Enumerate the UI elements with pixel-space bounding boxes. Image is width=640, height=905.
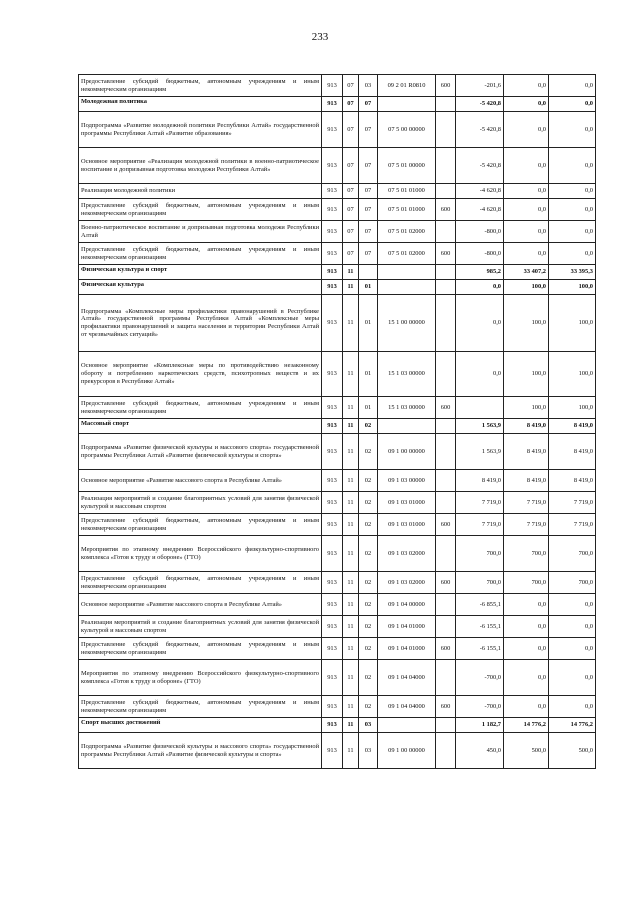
expense-type-cell bbox=[436, 660, 456, 696]
amount-year2-cell: 0,0 bbox=[504, 97, 549, 112]
amount-year2-cell: 0,0 bbox=[504, 184, 549, 199]
section-code-cell: 11 bbox=[343, 718, 359, 733]
row-name-cell: Физическая культура и спорт bbox=[79, 265, 322, 280]
amount-year2-cell: 0,0 bbox=[504, 660, 549, 696]
expense-type-cell bbox=[436, 492, 456, 514]
table-row bbox=[79, 295, 596, 352]
row-name-cell: Массовый спорт bbox=[79, 419, 322, 434]
amount-year3-cell: 8 419,0 bbox=[549, 434, 596, 470]
table-row bbox=[79, 733, 596, 769]
amount-year3-cell: 0,0 bbox=[549, 148, 596, 184]
subsection-code-cell: 07 bbox=[359, 148, 378, 184]
target-article-cell: 15 1 03 00000 bbox=[378, 352, 436, 397]
table-row bbox=[79, 75, 596, 97]
grbs-code-cell: 913 bbox=[322, 75, 343, 97]
table-row bbox=[79, 696, 596, 718]
row-name-cell: Подпрограмма «Развитие молодежной политики Республики Алтай» государственной программы Республики Алтай «Развитие образования» bbox=[79, 112, 322, 148]
section-code-cell: 11 bbox=[343, 616, 359, 638]
section-code-cell: 11 bbox=[343, 638, 359, 660]
amount-year2-cell: 0,0 bbox=[504, 696, 549, 718]
amount-year1-cell: 0,0 bbox=[456, 280, 504, 295]
amount-year1-cell: -6 155,1 bbox=[456, 638, 504, 660]
section-code-cell: 11 bbox=[343, 514, 359, 536]
amount-year2-cell: 0,0 bbox=[504, 616, 549, 638]
page-number: 233 bbox=[311, 31, 329, 43]
target-article-cell bbox=[378, 718, 436, 733]
row-name-cell: Мероприятия по этапному внедрению Всероссийского физкультурно-спортивного комплекса «Готов к труду и обороне» (ГТО) bbox=[79, 536, 322, 572]
amount-year3-cell: 14 776,2 bbox=[549, 718, 596, 733]
target-article-cell: 15 1 00 00000 bbox=[378, 295, 436, 352]
subsection-code-cell: 02 bbox=[359, 572, 378, 594]
amount-year1-cell: 8 419,0 bbox=[456, 470, 504, 492]
target-article-cell: 15 1 03 00000 bbox=[378, 397, 436, 419]
section-code-cell: 07 bbox=[343, 112, 359, 148]
amount-year2-cell: 8 419,0 bbox=[504, 434, 549, 470]
subsection-code-cell: 02 bbox=[359, 514, 378, 536]
amount-year3-cell: 500,0 bbox=[549, 733, 596, 769]
expense-type-cell bbox=[436, 536, 456, 572]
table-row bbox=[79, 148, 596, 184]
expense-type-cell bbox=[436, 148, 456, 184]
amount-year1-cell: 1 563,9 bbox=[456, 419, 504, 434]
subsection-code-cell: 02 bbox=[359, 638, 378, 660]
amount-year1-cell: 1 182,7 bbox=[456, 718, 504, 733]
row-name-cell: Основное мероприятие «Комплексные меры по противодействию незаконному обороту и потреблению наркотических средств, психотропных веществ и их прекурсоров в Республике Алтай» bbox=[79, 352, 322, 397]
section-code-cell: 11 bbox=[343, 434, 359, 470]
subsection-code-cell: 07 bbox=[359, 184, 378, 199]
row-name-cell: Подпрограмма «Развитие физической культуры и массового спорта» государственной программы Республики Алтай «Развитие физической культуры и спорта» bbox=[79, 434, 322, 470]
section-code-cell: 11 bbox=[343, 419, 359, 434]
row-name-cell: Спорт высших достижений bbox=[79, 718, 322, 733]
amount-year3-cell: 8 419,0 bbox=[549, 419, 596, 434]
grbs-code-cell: 913 bbox=[322, 112, 343, 148]
section-code-cell: 11 bbox=[343, 733, 359, 769]
row-name-cell: Предоставление субсидий бюджетным, автономным учреждениям и иным некоммерческим организациям bbox=[79, 696, 322, 718]
row-name-cell: Реализация мероприятий и создание благоприятных условий для занятия физической культурой и массовым спортом bbox=[79, 616, 322, 638]
grbs-code-cell: 913 bbox=[322, 470, 343, 492]
table-row bbox=[79, 112, 596, 148]
amount-year3-cell: 7 719,0 bbox=[549, 492, 596, 514]
table-row bbox=[79, 280, 596, 295]
section-code-cell: 11 bbox=[343, 295, 359, 352]
amount-year3-cell: 100,0 bbox=[549, 280, 596, 295]
subsection-code-cell: 02 bbox=[359, 594, 378, 616]
expense-type-cell bbox=[436, 352, 456, 397]
expense-type-cell bbox=[436, 733, 456, 769]
target-article-cell: 07 5 01 01000 bbox=[378, 184, 436, 199]
section-code-cell: 11 bbox=[343, 397, 359, 419]
table-row bbox=[79, 419, 596, 434]
expense-type-cell bbox=[436, 470, 456, 492]
target-article-cell: 09 1 04 00000 bbox=[378, 594, 436, 616]
table-row bbox=[79, 638, 596, 660]
row-name-cell: Молодежная политика bbox=[79, 97, 322, 112]
amount-year1-cell: -4 620,8 bbox=[456, 184, 504, 199]
table-row bbox=[79, 199, 596, 221]
grbs-code-cell: 913 bbox=[322, 492, 343, 514]
grbs-code-cell: 913 bbox=[322, 696, 343, 718]
subsection-code-cell: 07 bbox=[359, 112, 378, 148]
table-row bbox=[79, 616, 596, 638]
amount-year3-cell: 8 419,0 bbox=[549, 470, 596, 492]
amount-year1-cell: 985,2 bbox=[456, 265, 504, 280]
amount-year1-cell: -6 155,1 bbox=[456, 616, 504, 638]
expense-type-cell bbox=[436, 419, 456, 434]
amount-year3-cell: 0,0 bbox=[549, 638, 596, 660]
amount-year2-cell: 8 419,0 bbox=[504, 419, 549, 434]
target-article-cell: 09 1 03 01000 bbox=[378, 492, 436, 514]
expense-type-cell bbox=[436, 434, 456, 470]
amount-year1-cell: -6 855,1 bbox=[456, 594, 504, 616]
expense-type-cell: 600 bbox=[436, 75, 456, 97]
row-name-cell: Предоставление субсидий бюджетным, автономным учреждениям и иным некоммерческим организациям bbox=[79, 572, 322, 594]
section-code-cell: 07 bbox=[343, 184, 359, 199]
grbs-code-cell: 913 bbox=[322, 638, 343, 660]
amount-year2-cell: 0,0 bbox=[504, 112, 549, 148]
target-article-cell: 09 1 04 04000 bbox=[378, 696, 436, 718]
amount-year2-cell: 100,0 bbox=[504, 295, 549, 352]
subsection-code-cell: 01 bbox=[359, 295, 378, 352]
target-article-cell bbox=[378, 265, 436, 280]
target-article-cell: 09 1 03 00000 bbox=[378, 470, 436, 492]
amount-year1-cell: 7 719,0 bbox=[456, 514, 504, 536]
section-code-cell: 07 bbox=[343, 243, 359, 265]
table-row bbox=[79, 265, 596, 280]
target-article-cell bbox=[378, 419, 436, 434]
amount-year2-cell: 0,0 bbox=[504, 638, 549, 660]
target-article-cell: 09 1 03 01000 bbox=[378, 514, 436, 536]
amount-year3-cell: 0,0 bbox=[549, 221, 596, 243]
amount-year1-cell: 0,0 bbox=[456, 295, 504, 352]
amount-year1-cell: 700,0 bbox=[456, 572, 504, 594]
subsection-code-cell: 07 bbox=[359, 199, 378, 221]
expense-type-cell: 600 bbox=[436, 638, 456, 660]
amount-year2-cell: 100,0 bbox=[504, 397, 549, 419]
amount-year3-cell: 0,0 bbox=[549, 184, 596, 199]
section-code-cell: 11 bbox=[343, 536, 359, 572]
grbs-code-cell: 913 bbox=[322, 295, 343, 352]
amount-year2-cell: 33 407,2 bbox=[504, 265, 549, 280]
row-name-cell: Основное мероприятие «Развитие массового спорта в Республике Алтай» bbox=[79, 470, 322, 492]
target-article-cell: 09 1 00 00000 bbox=[378, 733, 436, 769]
grbs-code-cell: 913 bbox=[322, 718, 343, 733]
target-article-cell: 09 1 04 01000 bbox=[378, 638, 436, 660]
grbs-code-cell: 913 bbox=[322, 280, 343, 295]
amount-year2-cell: 100,0 bbox=[504, 352, 549, 397]
subsection-code-cell: 03 bbox=[359, 733, 378, 769]
amount-year2-cell: 0,0 bbox=[504, 221, 549, 243]
row-name-cell: Предоставление субсидий бюджетным, автономным учреждениям и иным некоммерческим организациям bbox=[79, 75, 322, 97]
section-code-cell: 11 bbox=[343, 594, 359, 616]
row-name-cell: Предоставление субсидий бюджетным, автономным учреждениям и иным некоммерческим организациям bbox=[79, 397, 322, 419]
grbs-code-cell: 913 bbox=[322, 594, 343, 616]
section-code-cell: 07 bbox=[343, 199, 359, 221]
expense-type-cell bbox=[436, 280, 456, 295]
amount-year1-cell: 450,0 bbox=[456, 733, 504, 769]
amount-year3-cell: 0,0 bbox=[549, 660, 596, 696]
amount-year3-cell: 100,0 bbox=[549, 295, 596, 352]
expense-type-cell: 600 bbox=[436, 514, 456, 536]
target-article-cell: 07 5 01 02000 bbox=[378, 243, 436, 265]
amount-year1-cell: -201,6 bbox=[456, 75, 504, 97]
table-row bbox=[79, 514, 596, 536]
target-article-cell: 09 1 03 02000 bbox=[378, 572, 436, 594]
target-article-cell: 09 1 00 00000 bbox=[378, 434, 436, 470]
grbs-code-cell: 913 bbox=[322, 199, 343, 221]
table-row bbox=[79, 718, 596, 733]
grbs-code-cell: 913 bbox=[322, 148, 343, 184]
table-row bbox=[79, 184, 596, 199]
table-row bbox=[79, 243, 596, 265]
amount-year2-cell: 0,0 bbox=[504, 594, 549, 616]
table-row bbox=[79, 572, 596, 594]
section-code-cell: 11 bbox=[343, 492, 359, 514]
grbs-code-cell: 913 bbox=[322, 419, 343, 434]
grbs-code-cell: 913 bbox=[322, 514, 343, 536]
amount-year1-cell: -5 420,8 bbox=[456, 112, 504, 148]
budget-table-body bbox=[79, 75, 596, 769]
expense-type-cell bbox=[436, 594, 456, 616]
row-name-cell: Мероприятия по этапному внедрению Всероссийского физкультурно-спортивного комплекса «Готов к труду и обороне» (ГТО) bbox=[79, 660, 322, 696]
subsection-code-cell: 07 bbox=[359, 97, 378, 112]
section-code-cell: 11 bbox=[343, 660, 359, 696]
amount-year1-cell: 1 563,9 bbox=[456, 434, 504, 470]
subsection-code-cell: 07 bbox=[359, 243, 378, 265]
subsection-code-cell: 02 bbox=[359, 696, 378, 718]
expense-type-cell bbox=[436, 265, 456, 280]
amount-year3-cell: 0,0 bbox=[549, 594, 596, 616]
amount-year1-cell: -800,0 bbox=[456, 243, 504, 265]
amount-year2-cell: 100,0 bbox=[504, 280, 549, 295]
table-row bbox=[79, 352, 596, 397]
amount-year3-cell: 33 395,3 bbox=[549, 265, 596, 280]
table-row bbox=[79, 594, 596, 616]
budget-table bbox=[78, 74, 596, 769]
amount-year1-cell: -800,0 bbox=[456, 221, 504, 243]
amount-year3-cell: 100,0 bbox=[549, 352, 596, 397]
amount-year2-cell: 700,0 bbox=[504, 572, 549, 594]
row-name-cell: Предоставление субсидий бюджетным, автономным учреждениям и иным некоммерческим организациям bbox=[79, 243, 322, 265]
section-code-cell: 11 bbox=[343, 572, 359, 594]
grbs-code-cell: 913 bbox=[322, 434, 343, 470]
expense-type-cell bbox=[436, 184, 456, 199]
grbs-code-cell: 913 bbox=[322, 243, 343, 265]
target-article-cell: 09 1 04 01000 bbox=[378, 616, 436, 638]
amount-year1-cell: 700,0 bbox=[456, 536, 504, 572]
amount-year1-cell: -4 620,8 bbox=[456, 199, 504, 221]
subsection-code-cell: 02 bbox=[359, 419, 378, 434]
subsection-code-cell: 02 bbox=[359, 536, 378, 572]
expense-type-cell bbox=[436, 112, 456, 148]
amount-year3-cell: 0,0 bbox=[549, 112, 596, 148]
amount-year3-cell: 100,0 bbox=[549, 397, 596, 419]
table-row bbox=[79, 397, 596, 419]
amount-year2-cell: 500,0 bbox=[504, 733, 549, 769]
row-name-cell: Подпрограмма «Комплексные меры профилактики правонарушений в Республике Алтай» государственной программы Республики Алтай «Комплексные меры профилактики правонарушений и защита населения и территории Республики Алтай от чрезвычайных ситуаций» bbox=[79, 295, 322, 352]
amount-year2-cell: 8 419,0 bbox=[504, 470, 549, 492]
row-name-cell: Основное мероприятие «Реализация молодежной политики в военно-патриотическое воспитание и допризывная подготовка молодежи Республики Алтай» bbox=[79, 148, 322, 184]
amount-year3-cell: 0,0 bbox=[549, 243, 596, 265]
table-row bbox=[79, 434, 596, 470]
amount-year1-cell bbox=[456, 397, 504, 419]
expense-type-cell: 600 bbox=[436, 199, 456, 221]
section-code-cell: 11 bbox=[343, 352, 359, 397]
section-code-cell: 11 bbox=[343, 280, 359, 295]
grbs-code-cell: 913 bbox=[322, 572, 343, 594]
amount-year3-cell: 0,0 bbox=[549, 616, 596, 638]
row-name-cell: Реализация мероприятий и создание благоприятных условий для занятия физической культурой и массовым спортом bbox=[79, 492, 322, 514]
amount-year3-cell: 0,0 bbox=[549, 696, 596, 718]
target-article-cell: 07 5 00 00000 bbox=[378, 112, 436, 148]
row-name-cell: Предоставление субсидий бюджетным, автономным учреждениям и иным некоммерческим организациям bbox=[79, 638, 322, 660]
section-code-cell: 07 bbox=[343, 221, 359, 243]
amount-year3-cell: 700,0 bbox=[549, 572, 596, 594]
subsection-code-cell: 01 bbox=[359, 352, 378, 397]
grbs-code-cell: 913 bbox=[322, 397, 343, 419]
target-article-cell: 09 2 01 R0810 bbox=[378, 75, 436, 97]
amount-year1-cell: 7 719,0 bbox=[456, 492, 504, 514]
amount-year2-cell: 0,0 bbox=[504, 199, 549, 221]
subsection-code-cell: 01 bbox=[359, 280, 378, 295]
section-code-cell: 11 bbox=[343, 470, 359, 492]
target-article-cell bbox=[378, 280, 436, 295]
amount-year3-cell: 0,0 bbox=[549, 75, 596, 97]
target-article-cell: 07 5 01 00000 bbox=[378, 148, 436, 184]
target-article-cell: 07 5 01 02000 bbox=[378, 221, 436, 243]
amount-year2-cell: 7 719,0 bbox=[504, 514, 549, 536]
row-name-cell: Основное мероприятие «Развитие массового спорта в Республике Алтай» bbox=[79, 594, 322, 616]
section-code-cell: 11 bbox=[343, 696, 359, 718]
table-row bbox=[79, 97, 596, 112]
subsection-code-cell: 03 bbox=[359, 75, 378, 97]
subsection-code-cell: 01 bbox=[359, 397, 378, 419]
subsection-code-cell: 07 bbox=[359, 221, 378, 243]
expense-type-cell bbox=[436, 295, 456, 352]
expense-type-cell bbox=[436, 718, 456, 733]
expense-type-cell bbox=[436, 221, 456, 243]
amount-year1-cell: -5 420,8 bbox=[456, 148, 504, 184]
table-row bbox=[79, 470, 596, 492]
expense-type-cell: 600 bbox=[436, 397, 456, 419]
section-code-cell: 11 bbox=[343, 265, 359, 280]
expense-type-cell bbox=[436, 97, 456, 112]
table-row bbox=[79, 221, 596, 243]
amount-year3-cell: 0,0 bbox=[549, 199, 596, 221]
amount-year2-cell: 7 719,0 bbox=[504, 492, 549, 514]
subsection-code-cell: 03 bbox=[359, 718, 378, 733]
row-name-cell: Предоставление субсидий бюджетным, автономным учреждениям и иным некоммерческим организациям bbox=[79, 514, 322, 536]
amount-year3-cell: 700,0 bbox=[549, 536, 596, 572]
table-row bbox=[79, 492, 596, 514]
grbs-code-cell: 913 bbox=[322, 616, 343, 638]
target-article-cell bbox=[378, 97, 436, 112]
target-article-cell: 07 5 01 01000 bbox=[378, 199, 436, 221]
amount-year1-cell: -700,0 bbox=[456, 696, 504, 718]
amount-year3-cell: 7 719,0 bbox=[549, 514, 596, 536]
grbs-code-cell: 913 bbox=[322, 221, 343, 243]
row-name-cell: Подпрограмма «Развитие физической культуры и массового спорта» государственной программы Республики Алтай «Развитие физической культуры и спорта» bbox=[79, 733, 322, 769]
subsection-code-cell: 02 bbox=[359, 492, 378, 514]
grbs-code-cell: 913 bbox=[322, 97, 343, 112]
row-name-cell: Физическая культура bbox=[79, 280, 322, 295]
target-article-cell: 09 1 04 04000 bbox=[378, 660, 436, 696]
section-code-cell: 07 bbox=[343, 75, 359, 97]
subsection-code-cell: 02 bbox=[359, 616, 378, 638]
expense-type-cell: 600 bbox=[436, 572, 456, 594]
amount-year1-cell: 0,0 bbox=[456, 352, 504, 397]
grbs-code-cell: 913 bbox=[322, 184, 343, 199]
amount-year1-cell: -5 420,8 bbox=[456, 97, 504, 112]
expense-type-cell bbox=[436, 616, 456, 638]
table-row bbox=[79, 660, 596, 696]
amount-year2-cell: 0,0 bbox=[504, 148, 549, 184]
target-article-cell: 09 1 03 02000 bbox=[378, 536, 436, 572]
subsection-code-cell bbox=[359, 265, 378, 280]
grbs-code-cell: 913 bbox=[322, 660, 343, 696]
grbs-code-cell: 913 bbox=[322, 265, 343, 280]
subsection-code-cell: 02 bbox=[359, 660, 378, 696]
grbs-code-cell: 913 bbox=[322, 352, 343, 397]
amount-year2-cell: 0,0 bbox=[504, 75, 549, 97]
row-name-cell: Предоставление субсидий бюджетным, автономным учреждениям и иным некоммерческим организациям bbox=[79, 199, 322, 221]
amount-year2-cell: 14 776,2 bbox=[504, 718, 549, 733]
section-code-cell: 07 bbox=[343, 97, 359, 112]
expense-type-cell: 600 bbox=[436, 243, 456, 265]
grbs-code-cell: 913 bbox=[322, 536, 343, 572]
amount-year2-cell: 700,0 bbox=[504, 536, 549, 572]
subsection-code-cell: 02 bbox=[359, 470, 378, 492]
amount-year1-cell: -700,0 bbox=[456, 660, 504, 696]
amount-year2-cell: 0,0 bbox=[504, 243, 549, 265]
expense-type-cell: 600 bbox=[436, 696, 456, 718]
amount-year3-cell: 0,0 bbox=[549, 97, 596, 112]
grbs-code-cell: 913 bbox=[322, 733, 343, 769]
row-name-cell: Военно-патриотическое воспитание и допризывная подготовка молодежи Республики Алтай bbox=[79, 221, 322, 243]
subsection-code-cell: 02 bbox=[359, 434, 378, 470]
table-row bbox=[79, 536, 596, 572]
row-name-cell: Реализация молодежной политики bbox=[79, 184, 322, 199]
section-code-cell: 07 bbox=[343, 148, 359, 184]
